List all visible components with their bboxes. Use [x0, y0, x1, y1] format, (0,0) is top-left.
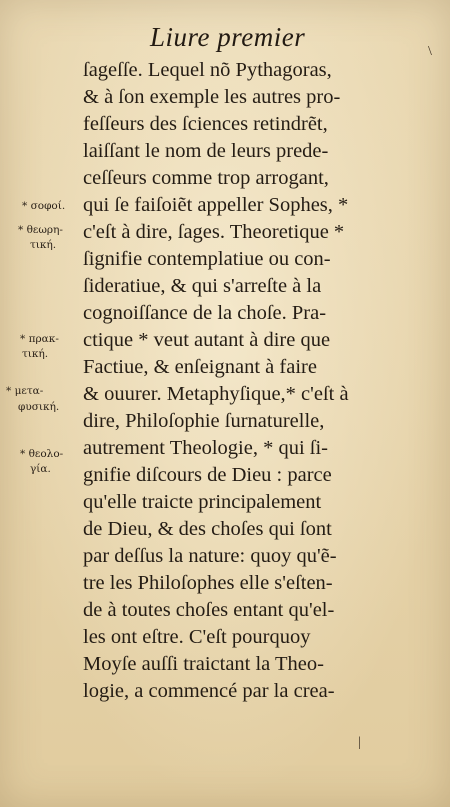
text-line: c'eſt à dire, ſages. Theoretique * — [83, 221, 345, 243]
margin-note: * πρακ- — [20, 333, 59, 345]
text-line: feſſeurs des ſciences retindrẽt, — [83, 113, 328, 135]
text-line: ſageſſe. Lequel nõ Pythagoras, — [83, 59, 332, 81]
text-line: dire, Philoſophie ſurnaturelle, — [83, 410, 325, 432]
text-line: Factiue, & enſeignant à faire — [83, 356, 317, 378]
text-line: laiſſant le nom de leurs prede- — [83, 140, 329, 162]
margin-note: * θεωρη- — [18, 224, 63, 236]
margin-note: φυσική. — [18, 401, 60, 413]
text-line: & ouurer. Metaphyſique,* c'eſt à — [83, 383, 349, 405]
running-head: Liure premier — [150, 22, 306, 52]
text-line: Moyſe auſſi traictant la Theo- — [83, 653, 324, 675]
edge-mark: \ — [428, 44, 432, 59]
text-line: logie, a commencé par la crea- — [83, 680, 335, 702]
text-line: tre les Philoſophes elle s'eſten- — [83, 572, 333, 594]
text-line: de Dieu, & des choſes qui ſont — [83, 518, 332, 540]
margin-note: * σοφοί. — [22, 200, 66, 212]
text-line: ceſſeurs comme trop arrogant, — [83, 167, 329, 189]
text-line: ctique * veut autant à dire que — [83, 329, 331, 351]
edge-mark: | — [358, 735, 361, 750]
text-line: ſideratiue, & qui s'arreſte à la — [83, 275, 322, 297]
text-line: de à toutes choſes entant qu'el- — [83, 599, 335, 621]
text-line: les ont eſtre. C'eſt pourquoy — [83, 626, 311, 648]
margin-note: τική. — [30, 239, 57, 251]
text-line: ſignifie contemplatiue ou con- — [83, 248, 331, 270]
text-line: gnifie diſcours de Dieu : parce — [83, 464, 332, 486]
text-line: & à ſon exemple les autres pro- — [83, 86, 341, 108]
margin-note: * μετα- — [6, 385, 44, 397]
text-line: qu'elle traicte principalement — [83, 491, 322, 513]
text-line: autrement Theologie, * qui ſi- — [83, 437, 328, 459]
text-line: qui ſe faiſoiẽt appeller Sophes, * — [83, 194, 349, 216]
margin-note: * θεολο- — [20, 448, 64, 460]
text-line: par deſſus la nature: quoy qu'ẽ- — [83, 545, 337, 567]
margin-note: τική. — [22, 348, 49, 360]
text-line: cognoiſſance de la choſe. Pra- — [83, 302, 327, 324]
margin-note: γία. — [30, 463, 51, 475]
